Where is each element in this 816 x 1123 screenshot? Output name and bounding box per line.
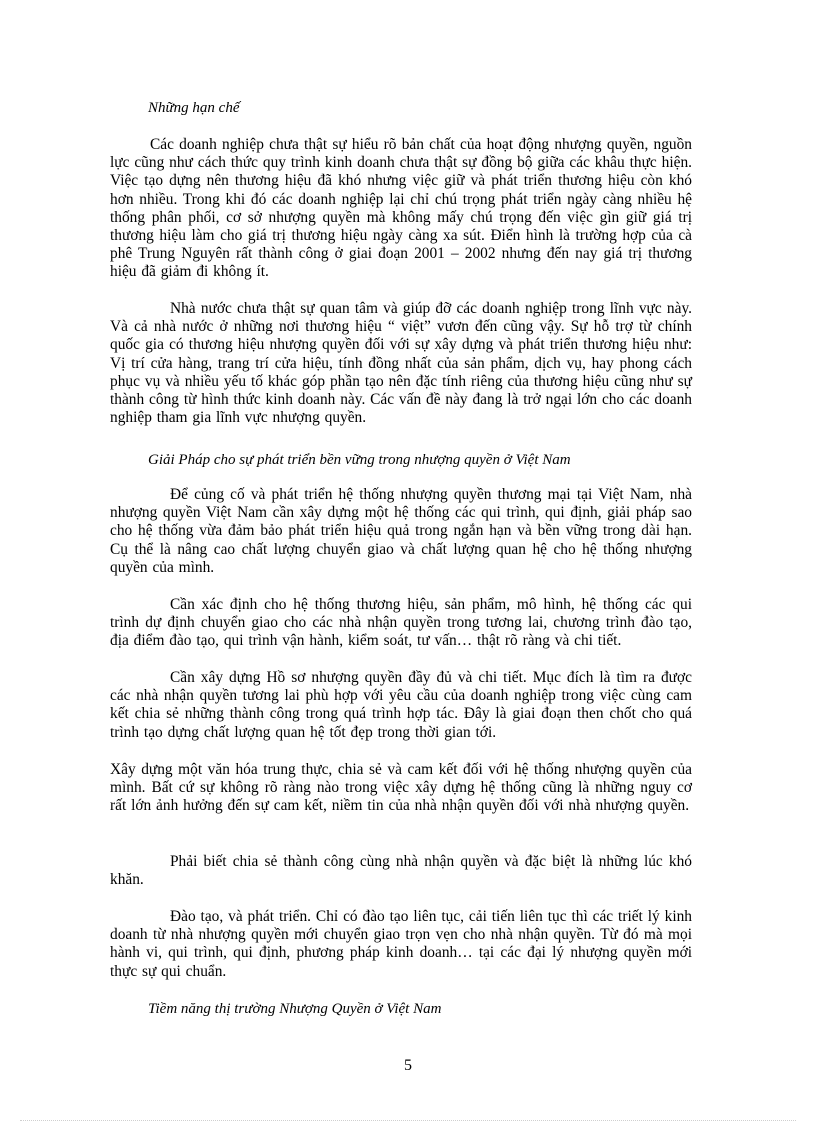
page-number: 5 <box>404 1057 412 1074</box>
paragraph-franchise-dossier: Cần xây dựng Hồ sơ nhượng quyền đầy đủ và chi tiết. Mục đích là tìm ra được các nhà nhận quyền tương lai phù hợp với yêu cầu của doanh nghiệp trong việc cùng cam kết chia sẻ những thành công trong quá trình hợp tác. Đây là giai đoạn then chốt cho quá trình tạo dựng chất lượng quan hệ tốt đẹp trong thời gian tới. <box>110 669 692 741</box>
heading-limitations: Những hạn chế <box>148 100 240 116</box>
paragraph-share-success: Phải biết chia sẻ thành công cùng nhà nhận quyền và đặc biệt là những lúc khó khăn. <box>110 853 692 889</box>
heading-potential: Tiềm năng thị trường Nhượng Quyền ở Việt Nam <box>148 1001 442 1017</box>
paragraph-honest-culture: Xây dựng một văn hóa trung thực, chia sẻ và cam kết đối với hệ thống nhượng quyền của mình. Bất cứ sự không rõ ràng nào trong việc xây dựng hệ thống cũng là những nguy cơ rất lớn ảnh hưởng đến sự cam kết, niềm tin của nhà nhận quyền đối với nhà nhượng quyền. <box>110 761 692 815</box>
paragraph-limitations-business: Các doanh nghiệp chưa thật sự hiểu rõ bản chất của hoạt động nhượng quyền, nguồn lực cũng như cách thức quy trình kinh doanh chưa thật sự đồng bộ giữa các khâu thực hiện. Việc tạo dựng nên thương hiệu đã khó nhưng việc giữ và phát triển thương hiệu còn khó hơn nhiều. Trong khi đó các doanh nghiệp lại chỉ chú trọng phát triển ngày càng nhiều hệ thống phân phối, cơ sở nhượng quyền mà không mấy chú trọng đến việc gìn giữ giá trị thương hiệu làm cho giá trị thương hiệu ngày càng xa sút. Điển hình là trường hợp của cà phê Trung Nguyên rất thành công ở giai đoạn 2001 – 2002 nhưng đến nay giá trị thương hiệu đã giảm đi không ít. <box>110 136 692 281</box>
page-bottom-divider <box>20 1120 796 1121</box>
paragraph-solutions-intro: Để củng cố và phát triển hệ thống nhượng quyền thương mại tại Việt Nam, nhà nhượng quyền Việt Nam cần xây dựng một hệ thống các qui trình, qui định, giải pháp sao cho hệ thống vừa đảm bảo phát triển hiệu quả trong ngắn hạn và bền vững trong dài hạn. Cụ thể là nâng cao chất lượng chuyển giao và chất lượng quan hệ cho hệ thống nhượng quyền của mình. <box>110 486 692 576</box>
paragraph-limitations-state: Nhà nước chưa thật sự quan tâm và giúp đỡ các doanh nghiệp trong lĩnh vực này. Và cả nhà nước ở những nơi thương hiệu “ việt” vươn đến cũng vậy. Sự hỗ trợ từ chính quốc gia có thương hiệu nhượng quyền đối với sự xây dựng và phát triển thương hiệu như: Vị trí cửa hàng, trang trí cửa hiệu, tính đồng nhất của sản phẩm, dịch vụ, hay phong cách phục vụ và nhiều yếu tố khác góp phần tạo nên đặc tính riêng của thương hiệu cũng như sự thành công từ hình thức kinh doanh này. Các vấn đề này đang là trở ngại lớn cho các doanh nghiệp tham gia lĩnh vực nhượng quyền. <box>110 300 692 427</box>
paragraph-define-system: Cần xác định cho hệ thống thương hiệu, sản phẩm, mô hình, hệ thống các qui trình dự định chuyển giao cho các nhà nhận quyền trong tương lai, chương trình đào tạo, địa điểm đào tạo, qui trình vận hành, kiểm soát, tư vấn… thật rõ ràng và chi tiết. <box>110 596 692 650</box>
paragraph-training: Đào tạo, và phát triển. Chỉ có đào tạo liên tục, cải tiến liên tục thì các triết lý kinh doanh từ nhà nhượng quyền mới chuyển giao trọn vẹn cho nhà nhận quyền. Từ đó mà mọi hành vi, qui trình, qui định, phương pháp kinh doanh… tại các đại lý nhượng quyền mới thực sự qui chuẩn. <box>110 908 692 980</box>
heading-solutions: Giải Pháp cho sự phát triển bền vững trong nhượng quyền ở Việt Nam <box>148 452 571 468</box>
